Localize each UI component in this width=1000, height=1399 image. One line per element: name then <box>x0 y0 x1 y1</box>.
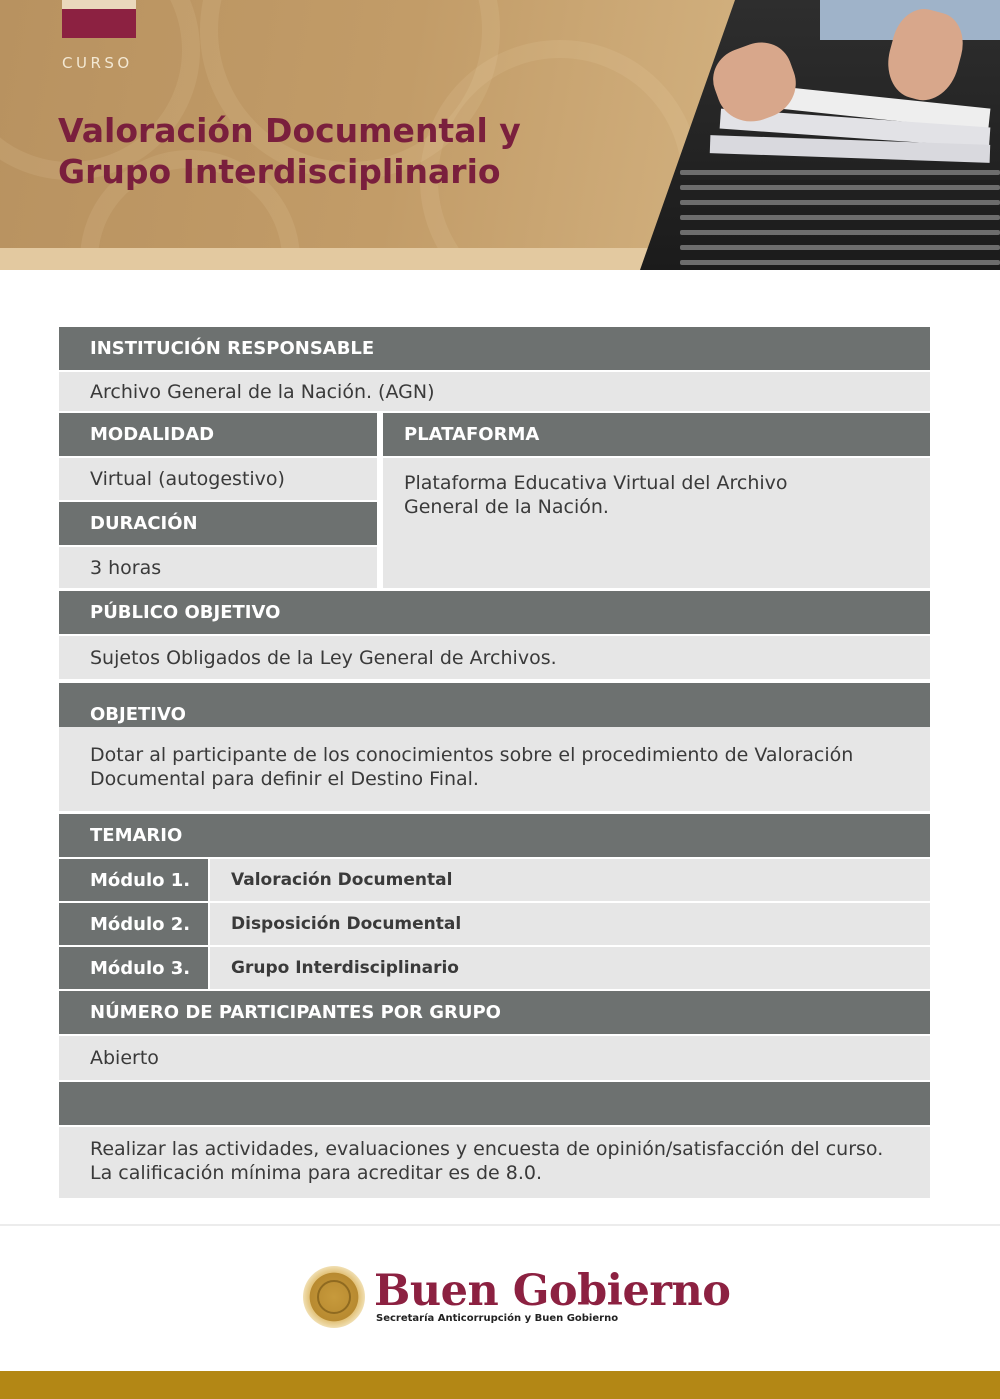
brand-logo-text: Buen Gobierno <box>374 1266 731 1316</box>
objetivo-value-line2: Documental para definir el Destino Final. <box>90 768 479 790</box>
coat-of-arms-icon <box>303 1266 365 1328</box>
brand-subtitle: Secretaría Anticorrupción y Buen Gobierno <box>376 1313 619 1324</box>
duracion-value: 3 horas <box>59 547 377 588</box>
modalidad-header: MODALIDAD <box>59 413 377 456</box>
institucion-value: Archivo General de la Nación. (AGN) <box>59 372 930 411</box>
acreditacion-value-line1: Realizar las actividades, evaluaciones y encuesta de opinión/satisfacción del curso. <box>90 1138 884 1160</box>
course-title <box>58 110 578 192</box>
brand-flag-mark <box>62 0 136 38</box>
participantes-header: NÚMERO DE PARTICIPANTES POR GRUPO <box>59 991 930 1034</box>
plataforma-value <box>383 458 930 588</box>
module-label: Módulo 1. <box>59 859 208 901</box>
course-title-line2: Grupo Interdisciplinario <box>58 152 501 191</box>
course-title-line1: Valoración Documental y <box>58 111 521 150</box>
archive-drawer-photo <box>640 0 1000 270</box>
module-label: Módulo 3. <box>59 947 208 989</box>
temario-header: TEMARIO <box>59 814 930 857</box>
objetivo-value <box>59 727 930 811</box>
duracion-header: DURACIÓN <box>59 502 377 545</box>
plataforma-value-line1: Plataforma Educativa Virtual del Archivo <box>404 472 788 494</box>
module-title: Valoración Documental <box>210 859 930 901</box>
institucion-header: INSTITUCIÓN RESPONSABLE <box>59 327 930 370</box>
publico-header: PÚBLICO OBJETIVO <box>59 591 930 634</box>
module-title: Disposición Documental <box>210 903 930 945</box>
footer-divider <box>0 1224 1000 1226</box>
module-title: Grupo Interdisciplinario <box>210 947 930 989</box>
plataforma-value-line2: General de la Nación. <box>404 496 609 518</box>
plataforma-header: PLATAFORMA <box>383 413 930 456</box>
objetivo-header: OBJETIVO <box>59 683 930 727</box>
objetivo-value-line1: Dotar al participante de los conocimientos sobre el procedimiento de Valoración <box>90 744 854 766</box>
course-header <box>0 0 1000 270</box>
course-kicker: CURSO <box>62 54 133 72</box>
bottom-color-bar <box>0 1371 1000 1399</box>
participantes-value: Abierto <box>59 1036 930 1080</box>
publico-value: Sujetos Obligados de la Ley General de Archivos. <box>59 636 930 679</box>
modalidad-value: Virtual (autogestivo) <box>59 458 377 500</box>
acreditacion-value <box>59 1127 930 1198</box>
module-label: Módulo 2. <box>59 903 208 945</box>
acreditacion-header <box>59 1082 930 1125</box>
acreditacion-value-line2: La calificación mínima para acreditar es de 8.0. <box>90 1162 543 1184</box>
